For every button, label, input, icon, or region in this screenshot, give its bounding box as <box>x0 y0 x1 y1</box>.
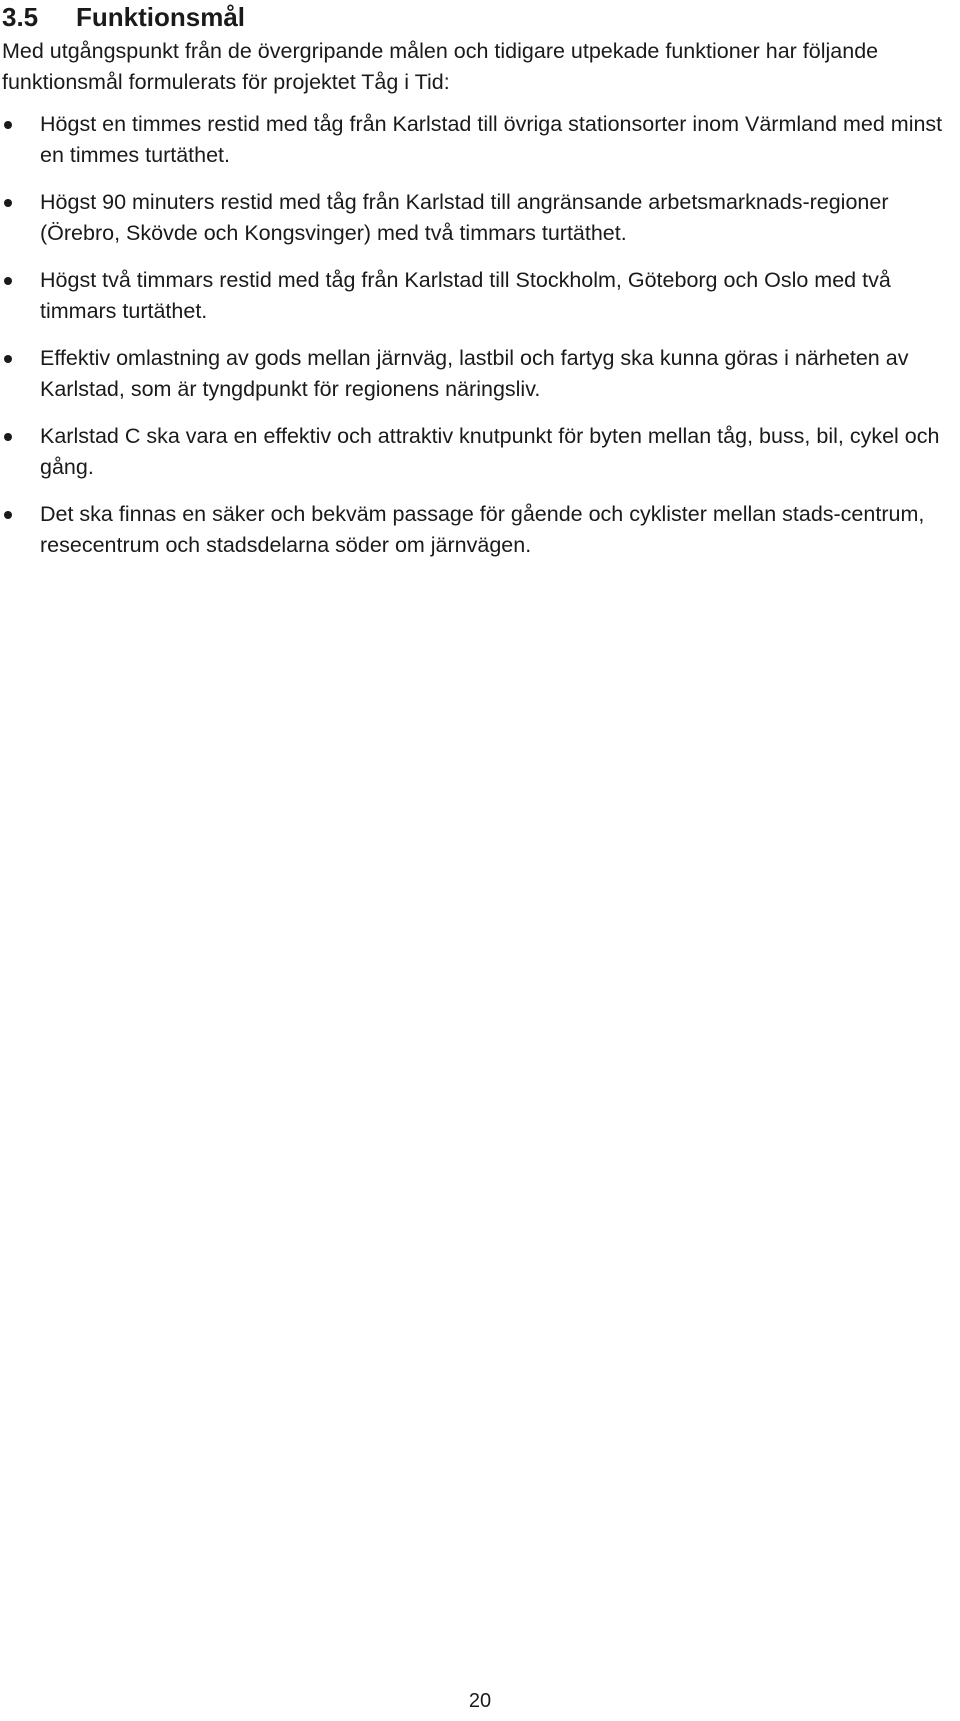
section-number: 3.5 <box>2 2 39 32</box>
goal-item <box>0 109 958 171</box>
goal-text: Högst en timmes restid med tåg från Karlstad till övriga stationsorter inom Värmland med minst en timmes turtäthet. <box>40 112 943 167</box>
goal-item <box>0 265 958 327</box>
bullet-icon <box>4 433 12 441</box>
goal-text: Det ska finnas en säker och bekväm passage för gående och cyklister mellan stads-centrum, resecentrum och stadsdelarna söder om järnvägen. <box>40 502 925 557</box>
bullet-icon <box>4 277 12 285</box>
goal-text: Karlstad C ska vara en effektiv och attraktiv knutpunkt för byten mellan tåg, buss, bil, cykel och gång. <box>40 424 940 479</box>
section-title: Funktionsmål <box>76 2 246 32</box>
goal-text: Högst två timmars restid med tåg från Karlstad till Stockholm, Göteborg och Oslo med två timmars turtäthet. <box>40 268 891 323</box>
goal-list <box>0 109 960 577</box>
bullet-icon <box>4 121 12 129</box>
goal-item <box>0 343 958 405</box>
intro-paragraph: Med utgångspunkt från de övergripande målen och tidigare utpekade funktioner har följande funktionsmål formulerats för projektet Tåg i Tid: <box>2 39 879 94</box>
page-number: 20 <box>468 1690 492 1712</box>
goal-text: Högst 90 minuters restid med tåg från Karlstad till angränsande arbetsmarknads-regioner (Örebro, Skövde och Kongsvinger) med två timmars turtäthet. <box>40 190 889 245</box>
bullet-icon <box>4 511 12 519</box>
bullet-icon <box>4 355 12 363</box>
goal-text: Effektiv omlastning av gods mellan järnväg, lastbil och fartyg ska kunna göras i närheten av Karlstad, som är tyngdpunkt för regionens näringsliv. <box>40 346 909 401</box>
bullet-icon <box>4 199 12 207</box>
goal-item <box>0 187 958 249</box>
section-heading <box>2 0 245 34</box>
goal-item <box>0 421 958 483</box>
goal-item <box>0 499 958 561</box>
